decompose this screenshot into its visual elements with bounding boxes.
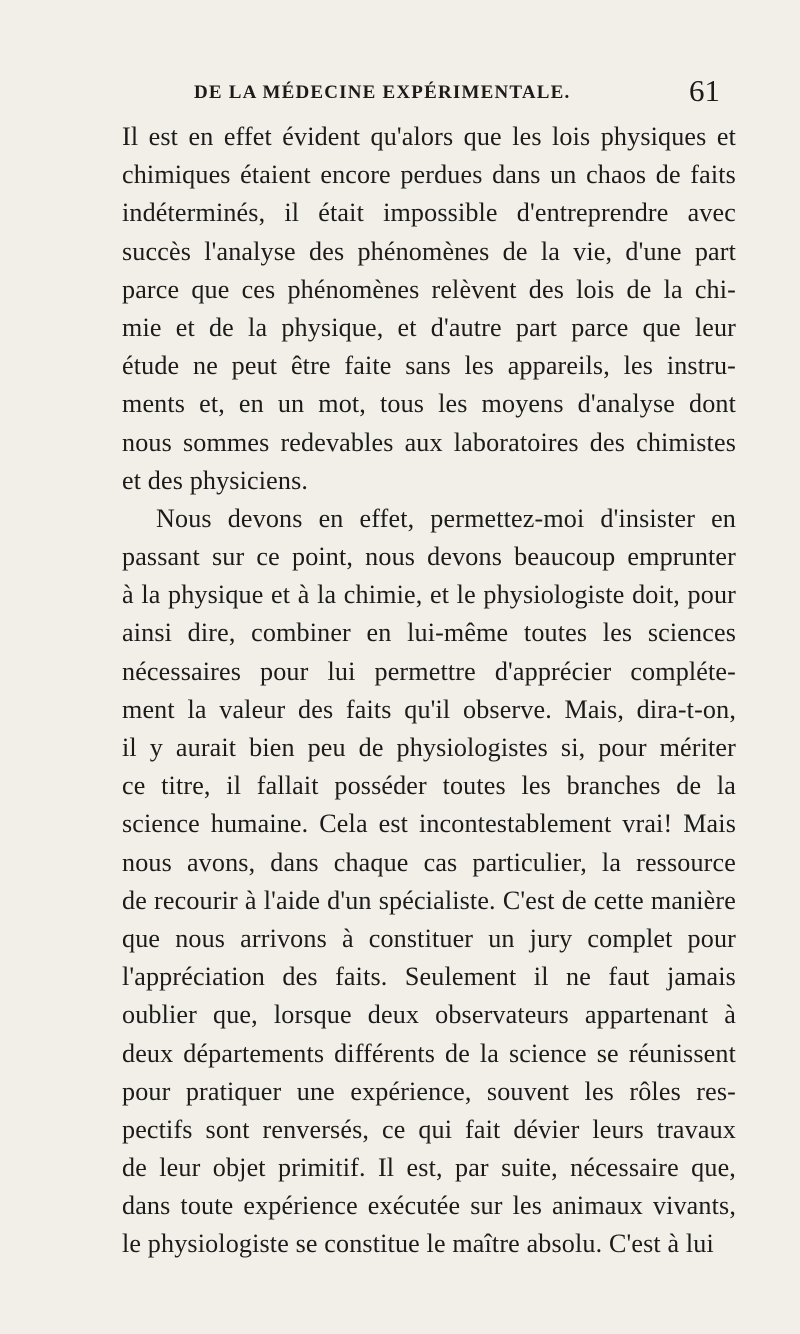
text-line: passant sur ce point, nous devons beaucoup emprunter	[122, 542, 736, 572]
text-line: chimiques étaient encore perdues dans un chaos de faits	[122, 160, 736, 190]
text-line: ment la valeur des faits qu'il observe. Mais, dira-t-on,	[122, 694, 736, 724]
running-title: DE LA MÉDECINE EXPÉRIMENTALE.	[194, 82, 571, 103]
text-line: de recourir à l'aide d'un spécialiste. C'est de cette manière	[122, 885, 736, 915]
text-line: ce titre, il fallait posséder toutes les branches de la	[122, 771, 736, 801]
text-line: le physiologiste se constitue le maître absolu. C'est à lui	[122, 1229, 714, 1259]
text-line: pour pratiquer une expérience, souvent les rôles res-	[122, 1076, 736, 1106]
text-line: nécessaires pour lui permettre d'apprécier compléte-	[122, 656, 736, 686]
text-line: ments et, en un mot, tous les moyens d'analyse dont	[122, 389, 736, 419]
text-line: étude ne peut être faite sans les appareils, les instru-	[122, 351, 736, 381]
text-line: de leur objet primitif. Il est, par suite, nécessaire que,	[122, 1153, 736, 1183]
text-line: ainsi dire, combiner en lui-même toutes les sciences	[122, 618, 736, 648]
text-line: l'appréciation des faits. Seulement il ne faut jamais	[122, 962, 736, 992]
text-line: Nous devons en effet, permettez-moi d'insister en	[156, 503, 736, 533]
text-line: pectifs sont renversés, ce qui fait dévier leurs travaux	[122, 1114, 736, 1144]
body-text	[122, 118, 736, 1264]
text-line: et des physiciens.	[122, 465, 309, 495]
text-line: deux départements différents de la science se réunissent	[122, 1038, 736, 1068]
text-line: dans toute expérience exécutée sur les animaux vivants,	[122, 1191, 736, 1221]
text-line: Il est en effet évident qu'alors que les lois physiques et	[122, 122, 736, 151]
text-line: nous sommes redevables aux laboratoires des chimistes	[122, 427, 736, 457]
text-line: mie et de la physique, et d'autre part parce que leur	[122, 312, 736, 342]
text-line: nous avons, dans chaque cas particulier, la ressource	[122, 847, 736, 877]
text-line: science humaine. Cela est incontestablement vrai! Mais	[122, 809, 736, 839]
running-head	[122, 74, 736, 112]
text-line: parce que ces phénomènes relèvent des lois de la chi-	[122, 274, 736, 304]
text-line: à la physique et à la chimie, et le physiologiste doit, pour	[122, 580, 736, 610]
page-number: 61	[689, 73, 720, 108]
text-line: succès l'analyse des phénomènes de la vie, d'une part	[122, 236, 736, 266]
text-line: oublier que, lorsque deux observateurs appartenant à	[122, 1000, 736, 1030]
text-line: il y aurait bien peu de physiologistes si, pour mériter	[122, 733, 736, 762]
text-line: que nous arrivons à constituer un jury complet pour	[122, 923, 736, 953]
text-line: indéterminés, il était impossible d'entreprendre avec	[122, 198, 736, 228]
